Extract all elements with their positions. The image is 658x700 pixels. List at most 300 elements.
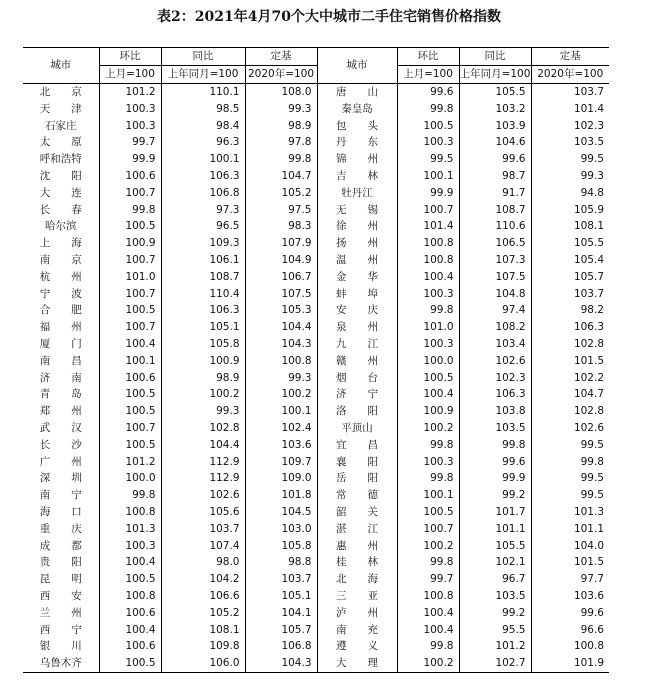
city-left: 天 津 <box>39 102 82 115</box>
mom-value-right: 100.3 <box>397 454 459 471</box>
city-right: 唐 山 <box>317 84 397 101</box>
base-value-left: 104.4 <box>245 319 317 336</box>
yoy-value-right: 95.5 <box>459 622 531 639</box>
base-value-right: 103.6 <box>531 588 609 605</box>
base-value-left: 103.6 <box>245 437 317 454</box>
mom-value-right: 100.5 <box>397 504 459 521</box>
base-header-right: 定基 <box>531 48 609 66</box>
mom-value-left: 100.6 <box>99 638 161 655</box>
base-value-right: 102.8 <box>531 403 609 420</box>
mom-value-right: 100.4 <box>397 605 459 622</box>
city-left: 武 汉 <box>39 421 82 434</box>
city-left: 合 肥 <box>39 304 82 317</box>
base-value-right: 102.2 <box>531 370 609 387</box>
yoy-value-right: 101.7 <box>459 504 531 521</box>
mom-value-right: 99.9 <box>397 185 459 202</box>
city-right: 烟 台 <box>317 370 397 387</box>
base-value-left: 107.9 <box>245 235 317 252</box>
mom-value-left: 99.8 <box>99 487 161 504</box>
city-left: 海 口 <box>39 505 82 518</box>
yoy-value-left: 109.8 <box>161 638 245 655</box>
city-left: 大 连 <box>39 186 82 199</box>
yoy-value-left: 103.7 <box>161 521 245 538</box>
city-left: 长 沙 <box>39 438 82 451</box>
mom-value-left: 100.5 <box>99 302 161 319</box>
mom-value-right: 100.1 <box>397 168 459 185</box>
city-right: 桂 林 <box>317 554 397 571</box>
base-value-left: 105.3 <box>245 302 317 319</box>
mom-value-right: 100.4 <box>397 622 459 639</box>
table-row <box>23 538 609 555</box>
mom-value-right: 100.8 <box>397 588 459 605</box>
mom-value-left: 100.5 <box>99 655 161 672</box>
city-left: 济 南 <box>39 371 82 384</box>
city-right: 蚌 埠 <box>317 286 397 303</box>
base-value-left: 103.7 <box>245 571 317 588</box>
city-left: 南 宁 <box>39 489 82 502</box>
base-value-left: 97.8 <box>245 134 317 151</box>
yoy-value-left: 100.1 <box>161 151 245 168</box>
city-right: 丹 东 <box>317 134 397 151</box>
mom-value-right: 99.5 <box>397 151 459 168</box>
yoy-value-right: 103.4 <box>459 336 531 353</box>
city-right: 宜 昌 <box>317 437 397 454</box>
base-value-right: 101.9 <box>531 655 609 672</box>
city-left: 西 安 <box>39 589 82 602</box>
mom-value-right: 101.4 <box>397 218 459 235</box>
mom-value-left: 100.4 <box>99 622 161 639</box>
base-value-right: 101.4 <box>531 101 609 118</box>
mom-value-right: 100.3 <box>397 286 459 303</box>
mom-value-left: 100.3 <box>99 101 161 118</box>
mom-value-right: 100.2 <box>397 538 459 555</box>
yoy-value-left: 112.9 <box>161 470 245 487</box>
yoy-value-right: 108.2 <box>459 319 531 336</box>
city-right: 韶 关 <box>317 504 397 521</box>
table-row <box>23 622 609 639</box>
mom-subheader-right: 上月=100 <box>397 66 459 84</box>
mom-value-left: 100.8 <box>99 504 161 521</box>
city-right: 赣 州 <box>317 353 397 370</box>
yoy-value-left: 97.3 <box>161 202 245 219</box>
city-right: 安 庆 <box>317 302 397 319</box>
city-left: 昆 明 <box>39 573 82 586</box>
mom-value-left: 99.8 <box>99 202 161 219</box>
yoy-value-right: 104.6 <box>459 134 531 151</box>
base-value-right: 105.7 <box>531 269 609 286</box>
yoy-value-left: 106.3 <box>161 302 245 319</box>
yoy-value-left: 110.1 <box>161 84 245 101</box>
city-right: 秦皇岛 <box>317 101 397 118</box>
city-right: 襄 阳 <box>317 454 397 471</box>
city-left: 深 圳 <box>39 472 82 485</box>
base-value-right: 102.3 <box>531 118 609 135</box>
yoy-value-right: 105.5 <box>459 538 531 555</box>
base-value-right: 105.5 <box>531 235 609 252</box>
city-left: 贵 阳 <box>39 556 82 569</box>
city-header-left: 城市 <box>23 48 99 84</box>
yoy-value-right: 99.6 <box>459 151 531 168</box>
yoy-value-right: 103.5 <box>459 420 531 437</box>
table-row <box>23 403 609 420</box>
mom-value-right: 100.4 <box>397 386 459 403</box>
yoy-value-left: 98.0 <box>161 554 245 571</box>
city-right: 洛 阳 <box>317 403 397 420</box>
table-body <box>23 84 609 673</box>
mom-value-left: 99.7 <box>99 134 161 151</box>
mom-header-right: 环比 <box>397 48 459 66</box>
base-value-left: 100.2 <box>245 386 317 403</box>
table-row <box>23 571 609 588</box>
table-row <box>23 202 609 219</box>
base-value-left: 99.3 <box>245 370 317 387</box>
base-header-left: 定基 <box>245 48 317 66</box>
yoy-value-left: 106.6 <box>161 588 245 605</box>
yoy-value-left: 99.3 <box>161 403 245 420</box>
city-right: 南 充 <box>317 622 397 639</box>
mom-value-right: 99.8 <box>397 638 459 655</box>
yoy-value-left: 98.9 <box>161 370 245 387</box>
city-right: 平顶山 <box>317 420 397 437</box>
yoy-value-right: 99.6 <box>459 454 531 471</box>
mom-value-left: 100.5 <box>99 386 161 403</box>
yoy-value-right: 99.2 <box>459 605 531 622</box>
base-value-left: 105.8 <box>245 538 317 555</box>
table-row <box>23 588 609 605</box>
yoy-value-right: 101.1 <box>459 521 531 538</box>
base-value-right: 103.5 <box>531 134 609 151</box>
table-row <box>23 504 609 521</box>
base-value-right: 97.7 <box>531 571 609 588</box>
city-left: 南 京 <box>39 253 82 266</box>
mom-value-left: 100.8 <box>99 588 161 605</box>
city-left: 杭 州 <box>39 270 82 283</box>
mom-value-right: 100.2 <box>397 655 459 672</box>
yoy-value-right: 108.7 <box>459 202 531 219</box>
base-value-left: 109.7 <box>245 454 317 471</box>
table-row <box>23 638 609 655</box>
yoy-value-left: 104.2 <box>161 571 245 588</box>
base-value-right: 99.5 <box>531 151 609 168</box>
base-value-left: 98.8 <box>245 554 317 571</box>
yoy-value-right: 107.3 <box>459 252 531 269</box>
table-row <box>23 370 609 387</box>
yoy-value-left: 108.7 <box>161 269 245 286</box>
city-right: 惠 州 <box>317 538 397 555</box>
city-header-right: 城市 <box>317 48 397 84</box>
mom-value-left: 100.7 <box>99 252 161 269</box>
table-title: 表2：2021年4月70个大中城市二手住宅销售价格指数 <box>157 9 501 25</box>
mom-header-left: 环比 <box>99 48 161 66</box>
table-row <box>23 454 609 471</box>
yoy-value-right: 99.9 <box>459 470 531 487</box>
city-left: 西 宁 <box>39 623 82 636</box>
base-value-left: 107.5 <box>245 286 317 303</box>
base-value-right: 96.6 <box>531 622 609 639</box>
city-left: 太 原 <box>39 136 82 149</box>
base-value-right: 98.2 <box>531 302 609 319</box>
base-value-left: 98.9 <box>245 118 317 135</box>
table-row <box>23 437 609 454</box>
base-value-left: 108.0 <box>245 84 317 101</box>
yoy-value-right: 91.7 <box>459 185 531 202</box>
base-value-left: 106.8 <box>245 638 317 655</box>
mom-value-left: 100.5 <box>99 403 161 420</box>
mom-value-left: 100.0 <box>99 470 161 487</box>
mom-value-right: 99.8 <box>397 302 459 319</box>
base-value-left: 105.2 <box>245 185 317 202</box>
city-right: 北 海 <box>317 571 397 588</box>
mom-value-right: 99.8 <box>397 470 459 487</box>
city-left: 哈尔滨 <box>45 220 77 233</box>
base-value-right: 105.9 <box>531 202 609 219</box>
city-right: 吉 林 <box>317 168 397 185</box>
city-right: 包 头 <box>317 118 397 135</box>
mom-value-right: 99.8 <box>397 554 459 571</box>
mom-value-right: 100.3 <box>397 336 459 353</box>
table-row <box>23 386 609 403</box>
mom-value-left: 100.7 <box>99 185 161 202</box>
yoy-subheader-right: 上年同月=100 <box>459 66 531 84</box>
table-row <box>23 521 609 538</box>
base-value-left: 105.1 <box>245 588 317 605</box>
mom-value-right: 100.8 <box>397 235 459 252</box>
base-value-right: 102.6 <box>531 420 609 437</box>
mom-value-left: 101.3 <box>99 521 161 538</box>
yoy-value-left: 100.9 <box>161 353 245 370</box>
yoy-value-left: 108.1 <box>161 622 245 639</box>
mom-value-right: 100.5 <box>397 370 459 387</box>
base-value-left: 102.4 <box>245 420 317 437</box>
yoy-value-left: 96.5 <box>161 218 245 235</box>
table-row <box>23 168 609 185</box>
yoy-subheader-left: 上年同月=100 <box>161 66 245 84</box>
mom-subheader-left: 上月=100 <box>99 66 161 84</box>
city-left: 兰 州 <box>39 606 82 619</box>
yoy-value-right: 106.3 <box>459 386 531 403</box>
city-right: 泉 州 <box>317 319 397 336</box>
mom-value-right: 100.9 <box>397 403 459 420</box>
table-row <box>23 605 609 622</box>
table-row <box>23 554 609 571</box>
base-value-right: 94.8 <box>531 185 609 202</box>
city-right: 湛 江 <box>317 521 397 538</box>
mom-value-right: 99.7 <box>397 571 459 588</box>
base-value-right: 99.8 <box>531 454 609 471</box>
city-right: 济 宁 <box>317 386 397 403</box>
yoy-value-left: 109.3 <box>161 235 245 252</box>
city-left: 郑 州 <box>39 405 82 418</box>
table-row <box>23 118 609 135</box>
city-left: 广 州 <box>39 455 82 468</box>
yoy-value-left: 98.4 <box>161 118 245 135</box>
base-value-right: 104.7 <box>531 386 609 403</box>
yoy-value-right: 102.6 <box>459 353 531 370</box>
base-value-right: 99.5 <box>531 437 609 454</box>
yoy-value-left: 104.4 <box>161 437 245 454</box>
base-value-left: 109.0 <box>245 470 317 487</box>
base-value-left: 99.3 <box>245 101 317 118</box>
mom-value-right: 101.0 <box>397 319 459 336</box>
mom-value-left: 100.3 <box>99 118 161 135</box>
yoy-value-right: 102.3 <box>459 370 531 387</box>
mom-value-right: 100.3 <box>397 134 459 151</box>
yoy-value-left: 107.4 <box>161 538 245 555</box>
mom-value-right: 100.7 <box>397 202 459 219</box>
base-value-right: 101.5 <box>531 353 609 370</box>
city-left: 沈 阳 <box>39 169 82 182</box>
mom-value-left: 100.5 <box>99 437 161 454</box>
mom-value-right: 100.4 <box>397 269 459 286</box>
base-subheader-left: 2020年=100 <box>245 66 317 84</box>
base-value-right: 106.3 <box>531 319 609 336</box>
table-row <box>23 84 609 101</box>
yoy-value-left: 100.2 <box>161 386 245 403</box>
base-value-right: 99.5 <box>531 470 609 487</box>
city-right: 无 锡 <box>317 202 397 219</box>
yoy-value-right: 99.8 <box>459 437 531 454</box>
yoy-value-left: 105.1 <box>161 319 245 336</box>
table-row <box>23 487 609 504</box>
mom-value-left: 100.6 <box>99 370 161 387</box>
mom-value-left: 100.5 <box>99 571 161 588</box>
mom-value-left: 100.4 <box>99 554 161 571</box>
mom-value-right: 99.8 <box>397 101 459 118</box>
mom-value-left: 100.6 <box>99 605 161 622</box>
yoy-header-right: 同比 <box>459 48 531 66</box>
yoy-value-right: 106.5 <box>459 235 531 252</box>
yoy-value-right: 110.6 <box>459 218 531 235</box>
base-value-left: 104.5 <box>245 504 317 521</box>
mom-value-right: 100.7 <box>397 521 459 538</box>
city-right: 岳 阳 <box>317 470 397 487</box>
yoy-value-left: 102.6 <box>161 487 245 504</box>
price-index-table <box>23 47 609 673</box>
city-left: 成 都 <box>39 539 82 552</box>
table-row <box>23 353 609 370</box>
city-right: 九 江 <box>317 336 397 353</box>
yoy-value-left: 106.3 <box>161 168 245 185</box>
base-value-right: 103.7 <box>531 286 609 303</box>
city-left: 呼和浩特 <box>39 153 82 166</box>
base-subheader-right: 2020年=100 <box>531 66 609 84</box>
base-value-left: 99.8 <box>245 151 317 168</box>
base-value-right: 108.1 <box>531 218 609 235</box>
city-left: 重 庆 <box>39 522 82 535</box>
mom-value-right: 100.1 <box>397 487 459 504</box>
mom-value-left: 101.0 <box>99 269 161 286</box>
table-row <box>23 101 609 118</box>
mom-value-right: 99.8 <box>397 437 459 454</box>
base-value-left: 100.8 <box>245 353 317 370</box>
mom-value-left: 100.6 <box>99 168 161 185</box>
city-right: 锦 州 <box>317 151 397 168</box>
city-right: 大 理 <box>317 655 397 672</box>
city-right: 泸 州 <box>317 605 397 622</box>
city-right: 遵 义 <box>317 638 397 655</box>
city-right: 牡丹江 <box>317 185 397 202</box>
city-left: 青 岛 <box>39 388 82 401</box>
city-right: 三 亚 <box>317 588 397 605</box>
mom-value-left: 100.7 <box>99 286 161 303</box>
table-row <box>23 134 609 151</box>
yoy-value-right: 103.9 <box>459 118 531 135</box>
table-row <box>23 655 609 672</box>
city-left: 宁 波 <box>39 287 82 300</box>
yoy-value-left: 105.8 <box>161 336 245 353</box>
base-value-left: 104.3 <box>245 336 317 353</box>
yoy-value-left: 98.5 <box>161 101 245 118</box>
city-left: 北 京 <box>39 86 82 98</box>
base-value-left: 104.3 <box>245 655 317 672</box>
yoy-value-right: 98.7 <box>459 168 531 185</box>
yoy-value-right: 96.7 <box>459 571 531 588</box>
base-value-left: 98.3 <box>245 218 317 235</box>
city-left: 南 昌 <box>39 354 82 367</box>
mom-value-left: 100.7 <box>99 420 161 437</box>
yoy-value-right: 107.5 <box>459 269 531 286</box>
yoy-value-left: 105.6 <box>161 504 245 521</box>
yoy-value-right: 103.5 <box>459 588 531 605</box>
yoy-value-right: 102.7 <box>459 655 531 672</box>
city-right: 常 德 <box>317 487 397 504</box>
base-value-left: 106.7 <box>245 269 317 286</box>
mom-value-left: 99.9 <box>99 151 161 168</box>
city-right: 徐 州 <box>317 218 397 235</box>
yoy-value-right: 102.1 <box>459 554 531 571</box>
yoy-value-left: 102.8 <box>161 420 245 437</box>
base-value-left: 100.1 <box>245 403 317 420</box>
table-row <box>23 185 609 202</box>
base-value-right: 102.8 <box>531 336 609 353</box>
base-value-left: 101.8 <box>245 487 317 504</box>
city-right: 扬 州 <box>317 235 397 252</box>
yoy-value-left: 96.3 <box>161 134 245 151</box>
city-left: 上 海 <box>39 237 82 250</box>
yoy-value-left: 112.9 <box>161 454 245 471</box>
city-right: 金 华 <box>317 269 397 286</box>
yoy-value-left: 105.2 <box>161 605 245 622</box>
base-value-right: 101.3 <box>531 504 609 521</box>
city-left: 银 川 <box>39 640 82 653</box>
city-left: 乌鲁木齐 <box>39 657 82 670</box>
base-value-right: 105.4 <box>531 252 609 269</box>
table-row <box>23 420 609 437</box>
mom-value-left: 100.3 <box>99 538 161 555</box>
city-left: 厦 门 <box>39 337 82 350</box>
table-row <box>23 218 609 235</box>
yoy-value-right: 103.2 <box>459 101 531 118</box>
base-value-right: 104.0 <box>531 538 609 555</box>
yoy-value-right: 101.2 <box>459 638 531 655</box>
city-right: 温 州 <box>317 252 397 269</box>
mom-value-left: 100.4 <box>99 336 161 353</box>
base-value-right: 100.8 <box>531 638 609 655</box>
mom-value-right: 100.8 <box>397 252 459 269</box>
mom-value-right: 100.5 <box>397 118 459 135</box>
mom-value-left: 101.2 <box>99 454 161 471</box>
yoy-value-left: 106.1 <box>161 252 245 269</box>
base-value-right: 99.6 <box>531 605 609 622</box>
city-left: 福 州 <box>39 321 82 334</box>
table-row <box>23 235 609 252</box>
mom-value-right: 100.0 <box>397 353 459 370</box>
table-row <box>23 302 609 319</box>
base-value-right: 99.3 <box>531 168 609 185</box>
base-value-right: 101.1 <box>531 521 609 538</box>
yoy-value-left: 106.8 <box>161 185 245 202</box>
base-value-left: 104.7 <box>245 168 317 185</box>
